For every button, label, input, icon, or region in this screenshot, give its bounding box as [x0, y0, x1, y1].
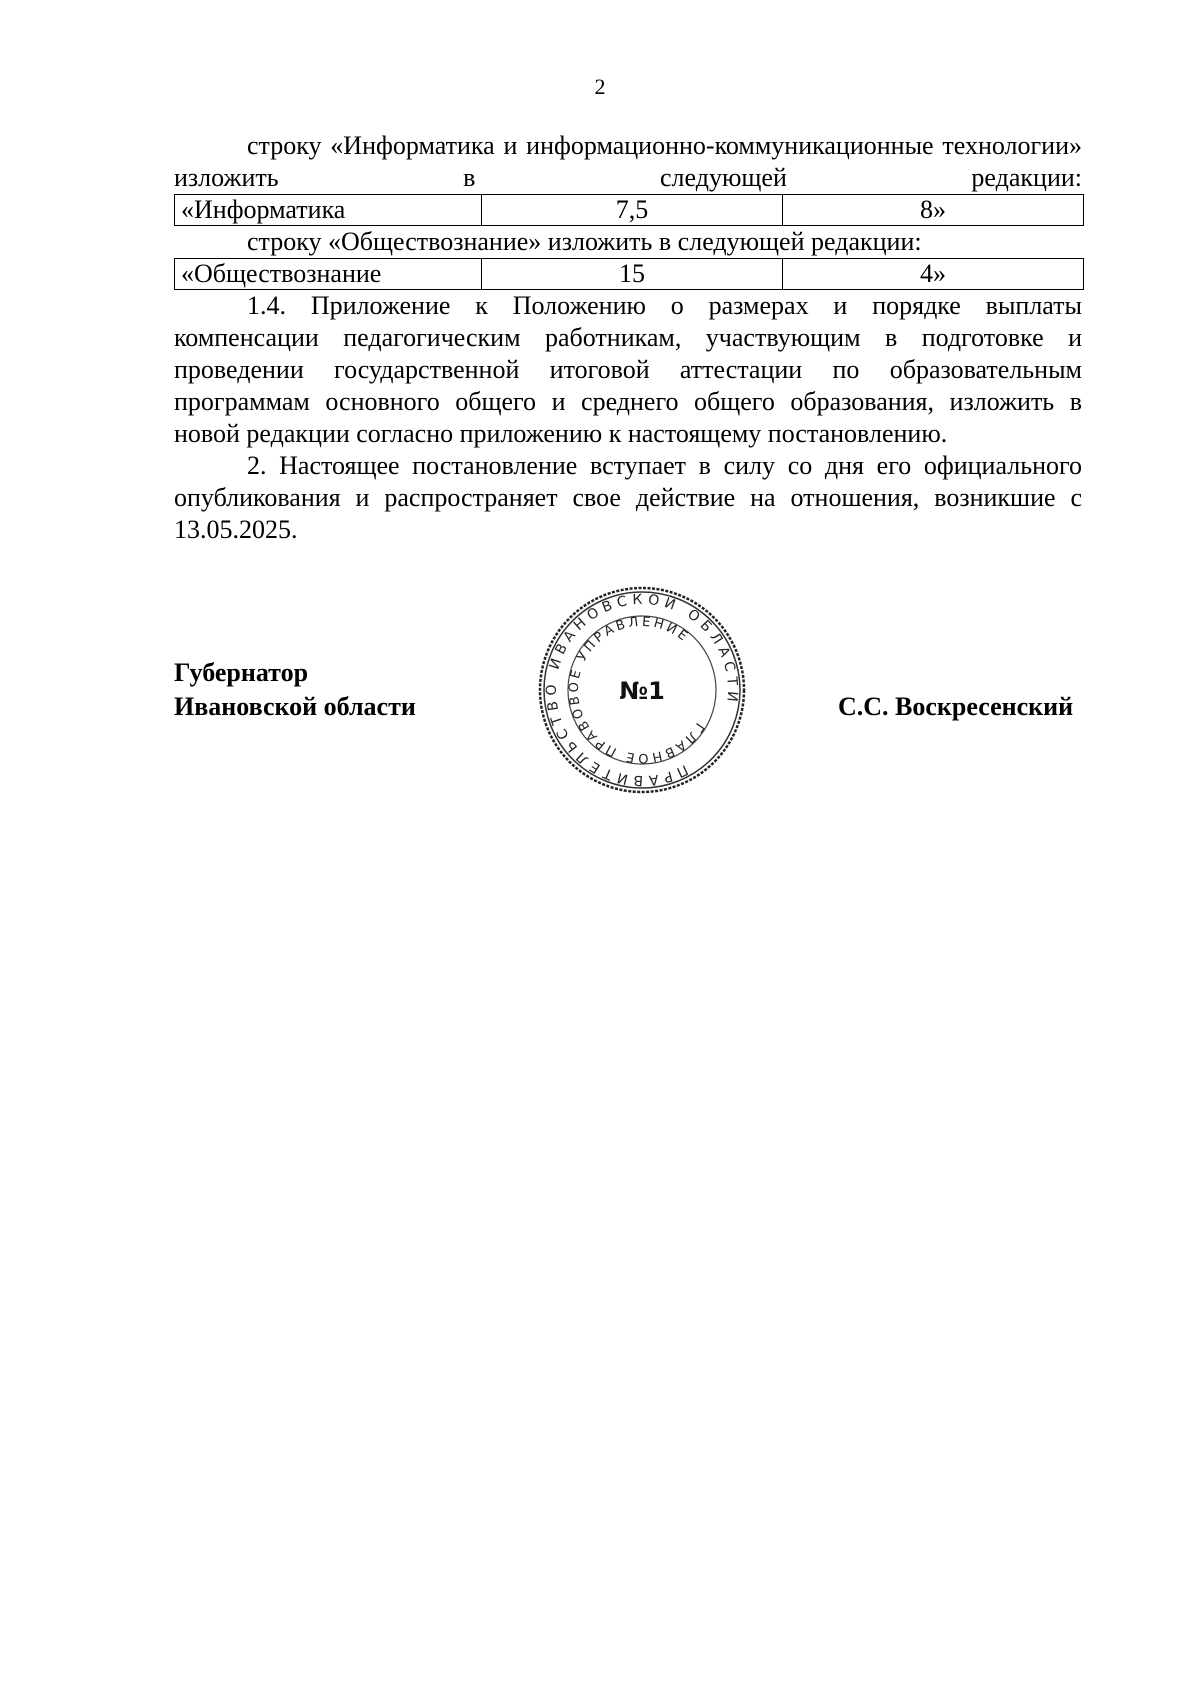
signatory-position — [174, 656, 416, 724]
amendment-intro-informatics: строку «Информатика и информационно-коммуникационные технологии» изложить в следующей редакции: — [174, 131, 1082, 192]
seal-outer-text: ПРАВИТЕЛЬСТВО ИВАНОВСКОЙ ОБЛАСТИ — [543, 591, 741, 789]
signatory-position-line-1: Губернатор — [174, 658, 309, 687]
official-seal-stamp — [536, 584, 748, 796]
seal-inner-text: ГЛАВНОЕ ПРАВОВОЕ УПРАВЛЕНИЕ — [566, 614, 707, 766]
document-body — [174, 130, 1082, 546]
paragraph-2: 2. Настоящее постановление вступает в силу со дня его официального опубликования и распространяет свое действие на отношения, возникшие с 13.05.2025. — [174, 451, 1082, 544]
signatory-name: С.С. Воскресенский — [838, 692, 1074, 721]
table-cell-value-1: 7,5 — [482, 195, 783, 226]
amendment-intro-social-studies: строку «Обществознание» изложить в следующей редакции: — [247, 227, 922, 256]
page-number: 2 — [594, 74, 606, 99]
table-row — [175, 195, 1084, 226]
table-cell-value-2: 4» — [783, 259, 1084, 290]
paragraph-1-4: 1.4. Приложение к Положению о размерах и порядке выплаты компенсации педагогическим работникам, участвующим в подготовке и проведении государственной итоговой аттестации по образовательным программам основного общего и среднего общего образования, изложить в новой редакции согласно приложению к настоящему постановлению. — [174, 291, 1082, 448]
table-row — [175, 259, 1084, 290]
table-cell-subject: «Обществознание — [175, 259, 482, 290]
amendment-table-informatics — [174, 194, 1084, 226]
amendment-table-social-studies — [174, 258, 1084, 290]
signatory-position-line-2: Ивановской области — [174, 692, 416, 721]
table-cell-value-2: 8» — [783, 195, 1084, 226]
table-cell-value-1: 15 — [482, 259, 783, 290]
seal-center-text: №1 — [619, 677, 665, 705]
table-cell-subject: «Информатика — [175, 195, 482, 226]
